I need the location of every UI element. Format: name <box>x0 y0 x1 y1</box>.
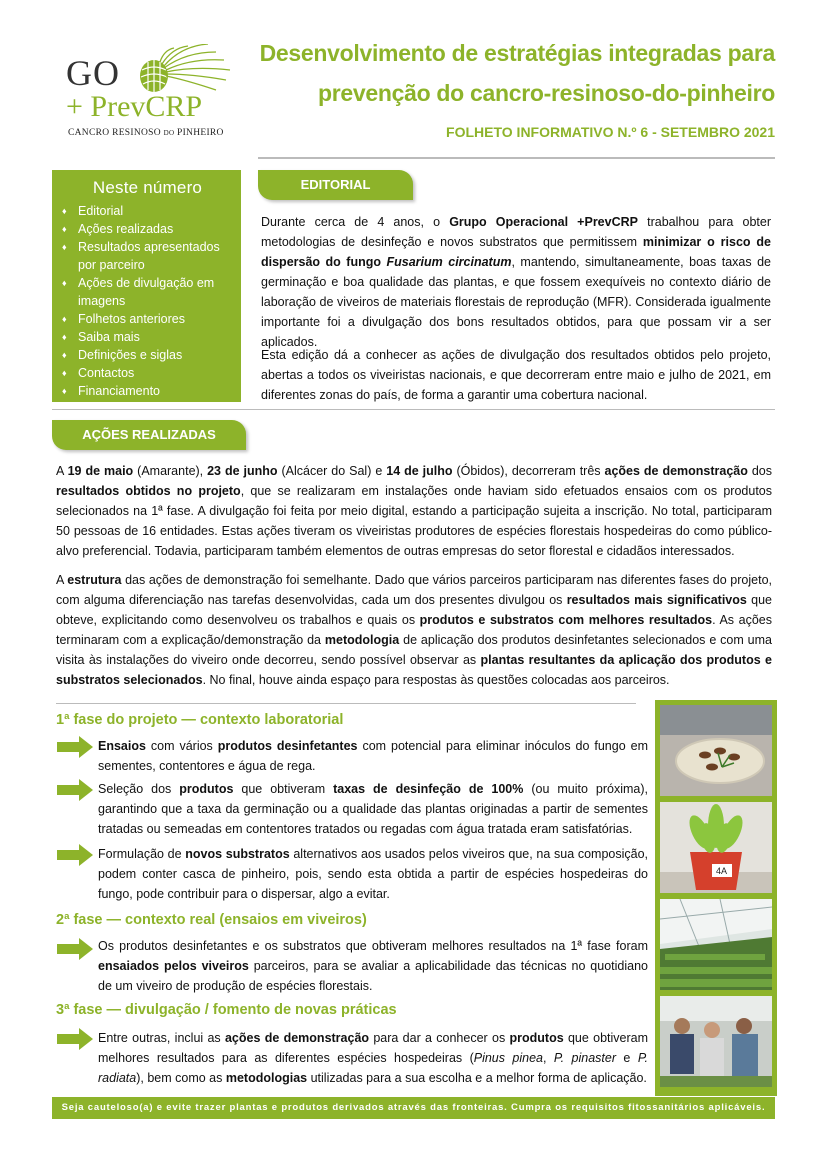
sidebar-item-acoes[interactable]: ♦ Ações realizadas <box>62 220 233 238</box>
sidebar-item-saiba-mais[interactable]: ♦ Saiba mais <box>62 328 233 346</box>
pot-label: 4A <box>716 866 728 876</box>
sidebar-contents-box <box>52 170 241 402</box>
header-divider <box>258 157 775 159</box>
arrow-right-icon <box>57 1028 93 1050</box>
page-title-line2: prevenção do cancro-resinoso-do-pinheiro <box>317 80 775 106</box>
logo <box>66 44 236 144</box>
sidebar-item-folhetos[interactable]: ♦ Folhetos anteriores <box>62 310 233 328</box>
acoes-paragraph-2: A estrutura das ações de demonstração foi semelhante. Dado que vários parceiros participaram nas diferentes fases do projeto, com alguma diferenciação nas tarefas desenvolvidas, cada um dos presentes divulgou os resultados mais significativos que obteve, explicitando como desenvolveu os trabalhos e quais os produtos e substratos com melhores resultados. As ações terminaram com a explicação/demonstração da metodologia de aplicação dos produtos desinfetantes selecionados e com uma visita às instalações do viveiro onde decorreu, sendo possível observar as plantas resultantes da aplicação dos produtos e substratos selecionados. No final, houve ainda espaço para respostas às questões colocadas aos parceiros. <box>56 573 772 687</box>
section-divider <box>52 409 775 410</box>
arrow-right-icon <box>57 779 93 801</box>
footer-banner: Seja cauteloso(a) e evite trazer plantas e produtos derivados através das fronteiras. Cumpra os requisitos fitossanitários aplicáveis. <box>52 1097 775 1119</box>
page-title-line1: Desenvolvimento de estratégias integradas para <box>259 40 775 66</box>
issue-label: FOLHETO INFORMATIVO N.º 6 - SETEMBRO 2021 <box>446 124 775 140</box>
arrow-right-icon <box>57 736 93 758</box>
logo-subtitle: CANCRO RESINOSO DO PINHEIRO <box>68 128 224 138</box>
photo-column <box>655 700 777 1096</box>
phase-2-bullet-1: Os produtos desinfetantes e os substratos que obtiveram melhores resultados na 1ª fase foram ensaiados pelos viveiros parceiros, para se avaliar a aplicabilidade das técnicas no quotidiano de um viveiro de produção de espécies florestais. <box>98 939 648 993</box>
arrow-right-icon <box>57 844 93 866</box>
editorial-heading: EDITORIAL <box>258 170 413 200</box>
phase-1-bullet-2: Seleção dos produtos que obtiveram taxas de desinfeção de 100% (ou muito próxima), garantindo que a taxa da germinação ou a qualidade das plantas originadas a partir de sementes tratadas ou semeadas em contentores tratados ou regadas com água tratada eram satisfatórias. <box>98 782 648 836</box>
phase-2-title: 2ª fase — contexto real (ensaios em viveiros) <box>56 912 367 928</box>
phase-3-bullet-1: Entre outras, inclui as ações de demonstração para dar a conhecer os produtos que obtiveram melhores resultados para as diferentes espécies hospedeiras (Pinus pinea, P. pinaster e P. radiata), bem como as metodologias utilizadas para a sua escolha e a melhor forma de aplicação. <box>98 1031 649 1085</box>
editorial-paragraph-1: Durante cerca de 4 anos, o Grupo Operacional +PrevCRP trabalhou para obter metodologias de desinfeção e novos substratos que permitissem minimizar o risco de dispersão do fungo Fusarium circinatum, mantendo, simultaneamente, boas taxas de germinação e boa qualidade das plantas, e que fossem exequíveis no contexto diário de laboração de viveiros de materiais florestais de reprodução (MFR). Considerada igualmente importante foi a divulgação dos bons resultados obtidos, para que possam vir a ser aplicados. <box>261 215 771 349</box>
pine-cone-icon <box>136 44 236 96</box>
phase-1-title: 1ª fase do projeto — contexto laboratorial <box>56 712 344 728</box>
sidebar-item-divulgacao[interactable]: ♦ Ações de divulgação em imagens <box>62 274 233 310</box>
acoes-heading: AÇÕES REALIZADAS <box>52 420 246 450</box>
arrow-right-icon <box>57 938 93 960</box>
photo-greenhouse-seedlings <box>660 899 772 990</box>
phase-1-bullet-1: Ensaios com vários produtos desinfetantes com potencial para eliminar inóculos do fungo em sementes, contentores e água de rega. <box>98 739 648 773</box>
sidebar-item-editorial[interactable]: ♦ Editorial <box>62 202 233 220</box>
photo-potted-seedlings <box>660 802 772 893</box>
sidebar-item-definicoes[interactable]: ♦ Definições e siglas <box>62 346 233 364</box>
phase-1-bullet-3: Formulação de novos substratos alternativos aos usados pelos viveiros que, na sua composição, podem conter casca de pinheiro, pois, sendo esta obtida a partir de espécies hospedeiras do fungo, pode contribuir para o dispersar, algo a evitar. <box>98 847 648 901</box>
editorial-paragraph-2: Esta edição dá a conhecer as ações de divulgação dos resultados obtidos pelo projeto, abertas a todos os viveiristas nacionais, e que decorreram entre maio e julho de 2021, em diferentes zonas do país, de forma a garantir uma cobertura nacional. <box>261 348 771 402</box>
photo-people-demonstration <box>660 996 772 1087</box>
sidebar-item-contactos[interactable]: ♦ Contactos <box>62 364 233 382</box>
sidebar-list <box>62 202 233 400</box>
phase-3-title: 3ª fase — divulgação / fomento de novas práticas <box>56 1002 397 1018</box>
sidebar-title: Neste número <box>92 178 203 197</box>
sidebar-item-resultados[interactable]: ♦ Resultados apresentados por parceiro <box>62 238 233 274</box>
logo-go-text: GO <box>66 53 120 93</box>
acoes-paragraph-1: A 19 de maio (Amarante), 23 de junho (Alcácer do Sal) e 14 de julho (Óbidos), decorreram três ações de demonstração dos resultados obtidos no projeto, que se realizaram em instalações onde haviam sido efetuados ensaios com os produtos selecionados na 1ª fase. A divulgação foi feita por meio digital, estando a participação sujeita a inscrição. No total, participaram 50 pessoas de 16 entidades. Estas ações tiveram os viveiristas produtores de espécies florestais hospedeiras do como público-alvo preferencial. Todavia, participaram também elementos de outras empresas do setor florestal e cidadãos interessados. <box>56 464 773 558</box>
logo-prevcrp-text: + PrevCRP <box>66 90 203 123</box>
phase-divider <box>56 703 636 704</box>
photo-petri-dish-seeds <box>660 705 772 796</box>
sidebar-item-financiamento[interactable]: ♦ Financiamento <box>62 382 233 400</box>
